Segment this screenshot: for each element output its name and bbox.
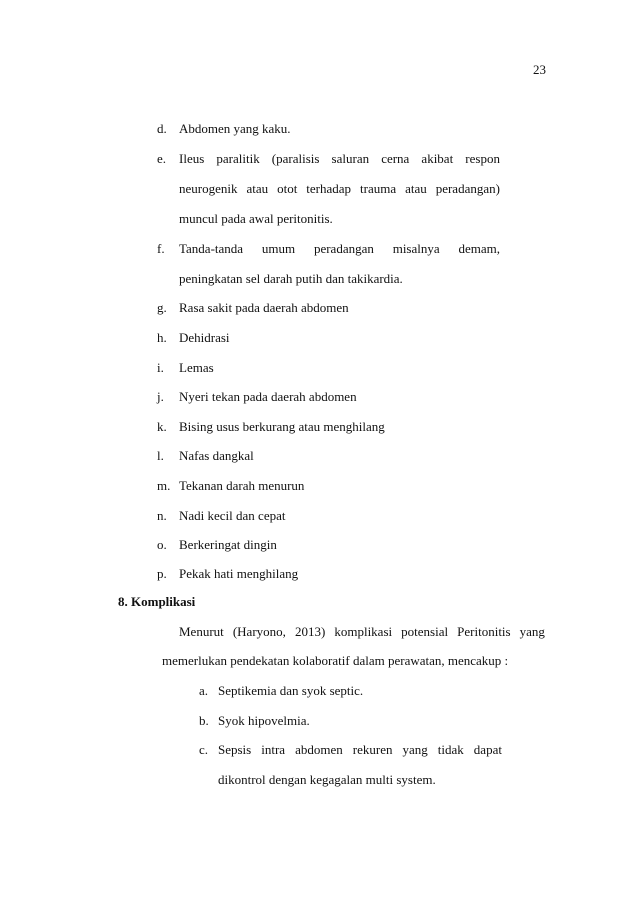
list-item-line: Nadi kecil dan cepat <box>179 508 286 523</box>
list-marker: i. <box>157 360 164 375</box>
list-marker: n. <box>157 508 167 523</box>
list-marker: m. <box>157 478 171 493</box>
list-item-line: Pekak hati menghilang <box>179 566 299 581</box>
list-marker: c. <box>199 742 209 757</box>
list-item-line: Nyeri tekan pada daerah abdomen <box>179 389 357 404</box>
list-marker: f. <box>157 241 165 256</box>
word: Tanda-tanda <box>179 241 244 256</box>
list-item-line: Berkeringat dingin <box>179 537 277 552</box>
list-item-line: Bising usus berkurang atau menghilang <box>179 419 385 434</box>
word: 2013) <box>294 624 326 639</box>
word: dapat <box>473 742 502 757</box>
word: peradangan) <box>435 181 500 196</box>
word: (Haryono, <box>232 624 286 639</box>
word: terhadap <box>306 181 352 196</box>
list-marker: o. <box>157 537 167 552</box>
word: cerna <box>381 151 410 166</box>
list-marker: b. <box>199 713 209 728</box>
word: Menurut <box>179 624 224 639</box>
list-item-line: Nafas dangkal <box>179 448 254 463</box>
list-item-line: Tekanan darah menurun <box>179 478 305 493</box>
word: akibat <box>421 151 454 166</box>
word: komplikasi <box>334 624 393 639</box>
paragraph-line: memerlukan pendekatan kolaboratif dalam perawatan, mencakup : <box>162 653 509 668</box>
word: tidak <box>437 742 464 757</box>
word: paralitik <box>216 151 260 166</box>
list-item-line <box>179 181 500 197</box>
word: misalnya <box>392 241 440 256</box>
word: otot <box>277 181 298 196</box>
list-item-line: Abdomen yang kaku. <box>179 121 291 136</box>
word: abdomen <box>295 742 343 757</box>
word: rekuren <box>352 742 393 757</box>
word: yang <box>402 742 428 757</box>
word: potensial <box>401 624 449 639</box>
word: demam, <box>458 241 500 256</box>
word: neurogenik <box>179 181 238 196</box>
list-marker: a. <box>199 683 209 698</box>
word: atau <box>405 181 427 196</box>
word: saluran <box>331 151 370 166</box>
list-marker: p. <box>157 566 167 581</box>
section-heading: 8. Komplikasi <box>118 594 196 609</box>
word: atau <box>246 181 269 196</box>
paragraph-line <box>179 624 545 640</box>
word: Sepsis <box>218 742 252 757</box>
list-marker: j. <box>157 389 164 404</box>
sub-item-line <box>218 742 502 758</box>
word: (paralisis <box>271 151 320 166</box>
list-item-line <box>179 151 500 167</box>
list-item-line: Dehidrasi <box>179 330 230 345</box>
list-marker: e. <box>157 151 167 166</box>
sub-item-line: Septikemia dan syok septic. <box>218 683 364 698</box>
list-item-line: Lemas <box>179 360 214 375</box>
list-marker: g. <box>157 300 167 315</box>
word: yang <box>519 624 545 639</box>
list-marker: l. <box>157 448 164 463</box>
page-number: 23 <box>533 62 546 77</box>
sub-item-line: dikontrol dengan kegagalan multi system. <box>218 772 436 787</box>
list-item-line <box>179 241 500 257</box>
word: umum <box>261 241 296 256</box>
word: intra <box>261 742 286 757</box>
word: respon <box>465 151 500 166</box>
word: trauma <box>360 181 397 196</box>
list-marker: h. <box>157 330 167 345</box>
list-item-line: Rasa sakit pada daerah abdomen <box>179 300 349 315</box>
list-marker: d. <box>157 121 167 136</box>
word: peradangan <box>313 241 374 256</box>
list-item-line: muncul pada awal peritonitis. <box>179 211 333 226</box>
word: Peritonitis <box>457 624 511 639</box>
list-marker: k. <box>157 419 167 434</box>
sub-item-line: Syok hipovelmia. <box>218 713 310 728</box>
word: Ileus <box>179 151 205 166</box>
list-item-line: peningkatan sel darah putih dan takikardia. <box>179 271 403 286</box>
